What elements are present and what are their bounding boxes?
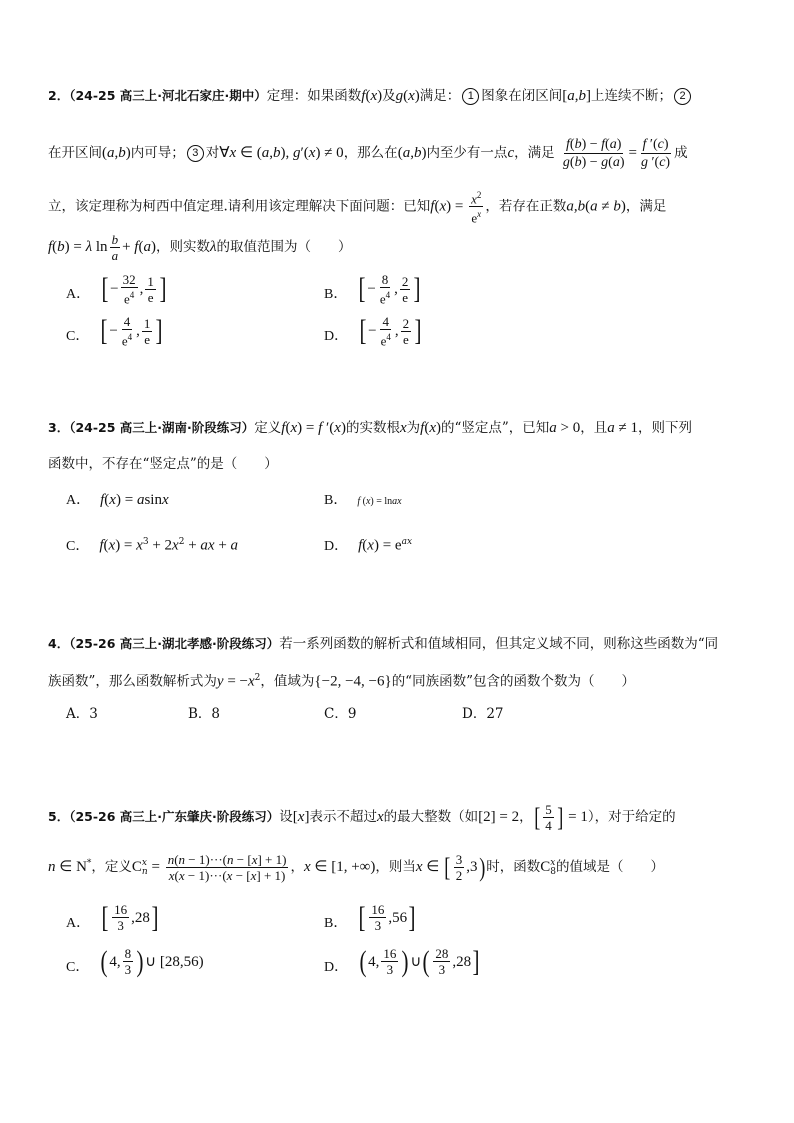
q4-option-d[interactable]: D．27 [462,706,504,722]
q3-option-c[interactable]: C． $f(x) = x^3 + 2x^2$ + ax + a [66,537,239,554]
q3-source: （24-25 高三上·湖南·阶段练习） [69,420,255,435]
q2-option-d[interactable]: D． [ − $\frac{4}{e^4}$ , $\frac{2}{e}$ ] [324,314,422,349]
cauchy-fraction-left: $\frac{f(b) - f(a)}{g(b) - g(a)}$ [562,137,625,170]
q4-line-2: 族函数”，那么函数解析式为$y = -x^2$，值域为{−2, −4, −6}的“同族函数”包含的函数个数为（ ） [48,673,635,690]
q2-option-c[interactable]: C． [ − $\frac{4}{e^4}$ , $\frac{1}{e}$ ] [66,314,163,349]
q2-line-2: 在开区间(a,b)内可导； 3 对∀x ∈ (a,b), g′(x) ≠ 0，那么在(a,b)内至少有一点c，满足 $\frac{f(b) - f(a)}{g(b) - g(a)}$ = $\frac{f '(c)}{g '(c)}$ 成 [48,137,688,170]
circle-1-icon: 1 [462,88,479,105]
q5-source: （25-26 高三上·广东肇庆·阶段练习） [69,809,280,824]
circle-3-icon: 3 [187,145,204,162]
q2-line-3: 立，该定理称为柯西中值定理.请利用该定理解决下面问题：已知f(x) = $\frac{x^2}{e^x}$ ，若存在正数a,b(a ≠ b)，满足 [48,190,667,226]
q3-line-1: 3．（24-25 高三上·湖南·阶段练习）定义f(x) = f ′(x)的实数根x为f(x)的“竖定点”，已知a > 0，且a ≠ 1，则下列 [48,420,692,436]
q4-line-1: 4．（25-26 高三上·湖北孝感·阶段练习）若一系列函数的解析式和值域相同，但其定义域不同，则称这些函数为“同 [48,636,719,652]
q3-option-b[interactable]: B． f (x) = lnax [324,493,402,508]
combination-definition-fraction: $\frac{n(n - 1)\cdot\cdot\cdot(n - [x] + 1)}{x(x - 1)\cdot\cdot\cdot(x - [x] + 1)}$ [167,852,287,883]
q5-number: 5． [48,809,70,824]
q2-line-1: 2．（24-25 高三上·河北石家庄·期中）定理：如果函数f(x)及g(x)满足： 1 图象在闭区间[a,b]上连续不断； 2 [48,86,693,106]
q3-line-2: 函数中，不存在“竖定点”的是（ ） [48,456,278,472]
q2-source: （24-25 高三上·河北石家庄·期中） [69,88,267,103]
q4-option-c[interactable]: C．9 [324,706,357,722]
q5-option-c[interactable]: C． ( 4, $\frac{8}{3}$ ) ∪ [28,56) [66,944,204,978]
q5-option-d[interactable]: D． ( 4, $\frac{16}{3}$ ) ∪ ( $\frac{28}{3}$ ,28 ] [324,944,480,978]
q4-source: （25-26 高三上·湖北孝感·阶段练习） [69,636,280,651]
q2-option-b[interactable]: B． [ − $\frac{8}{e^4}$ , $\frac{2}{e}$ ] [324,272,421,307]
q4-number: 4． [48,636,70,651]
fraction-b-over-a: $\frac{b}{a}$ [111,232,119,263]
q3-number: 3． [48,420,70,435]
cauchy-fraction-right: $\frac{f '(c)}{g '(c)}$ [640,137,671,170]
circle-2-icon: 2 [674,88,691,105]
q5-option-b[interactable]: B． [ $\frac{16}{3}$ ,56 ] [324,900,416,934]
q5-line-1: 5．（25-26 高三上·广东肇庆·阶段练习）设[x]表示不超过x的最大整数（如[2] = 2，[ $\frac{5}{4}$ ] = 1），对于给定的 [48,802,676,833]
math-fx: f [361,88,366,104]
q5-line-2: n ∈ N*，定义C x n = $\frac{n(n - 1)\cdot\cdot\cdot(n - [x] + 1)}{x(x - 1)\cdot\cdot\cdot(x - [x] + 1)}$ ，x ∈ [1, +∞)，则当x ∈ [ $\frac{3}{2}$ ,3)时，函数C x 8 的值域是（ ） [48,852,664,883]
q5-option-a[interactable]: A． [ $\frac{16}{3}$ ,28 ] [66,900,159,934]
fraction-x2-over-ex: $\frac{x^2}{e^x}$ [471,190,482,226]
q2-number: 2． [48,88,70,103]
q3-option-d[interactable]: D． $f(x) = e^{ax}$ [324,537,413,554]
q2-option-a[interactable]: A． [ − $\frac{32}{e^4}$ , $\frac{1}{e}$ ] [66,272,167,307]
q2-line-4: f(b) = λ ln $\frac{b}{a}$ + f(a)，则实数λ的取值范围为（ ） [48,232,352,263]
q3-option-a[interactable]: A． f(x) = asinx [66,492,169,508]
q4-option-a[interactable]: A．3 [66,706,98,722]
q4-option-b[interactable]: B．8 [188,706,221,722]
